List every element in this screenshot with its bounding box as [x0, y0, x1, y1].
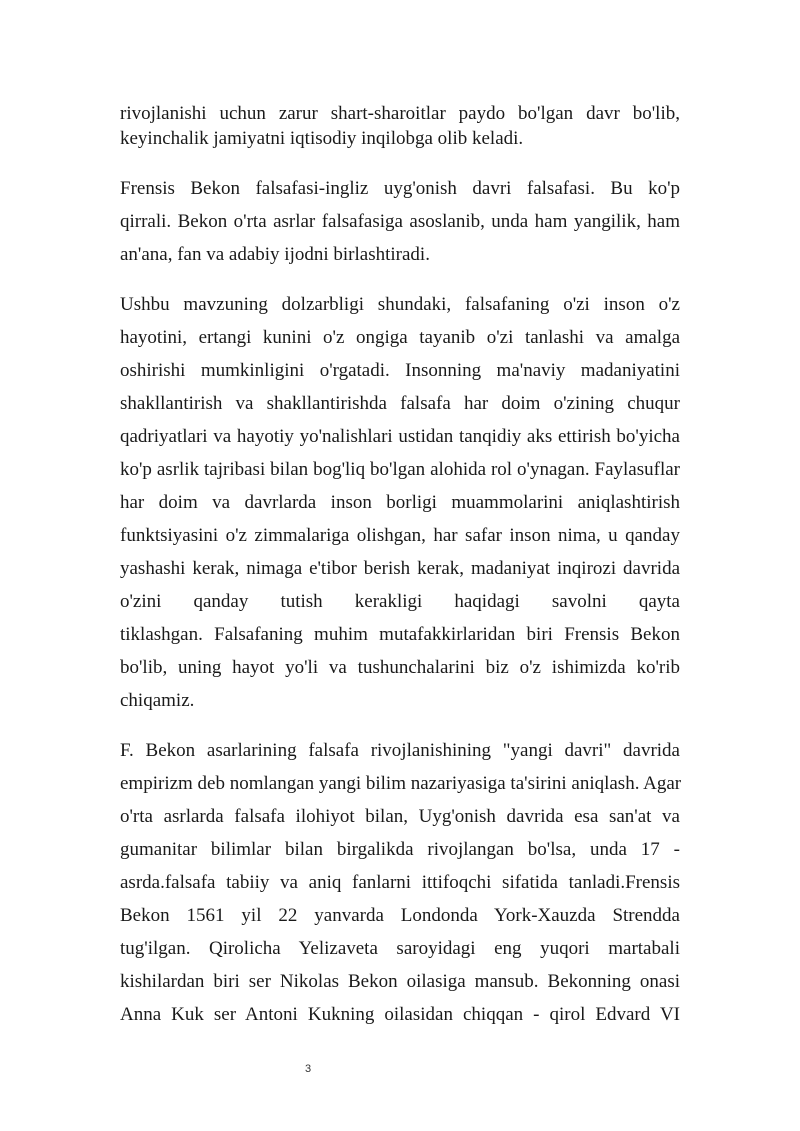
paragraph-3-line-1: Ushbu mavzuning dolzarbligi shundaki, falsafaning o'zi inson o'z — [120, 294, 680, 315]
paragraph-3-line-4: shakllantirish va shakllantirishda falsafa har doim o'zining chuqur — [120, 393, 680, 414]
paragraph-4-line-9: Anna Kuk ser Antoni Kukning oilasidan chiqqan - qirol Edvard VI — [120, 1004, 680, 1025]
paragraph-4-line-1: F. Bekon asarlarining falsafa rivojlanishining "yangi davri" davrida — [120, 740, 680, 761]
paragraph-3-line-6: ko'p asrlik tajribasi bilan bog'liq bo'lgan alohida rol o'ynagan. Faylasuflar — [120, 459, 680, 480]
paragraph-4-line-3: o'rta asrlarda falsafa ilohiyot bilan, Uyg'onish davrida esa san'at va — [120, 806, 680, 827]
paragraph-4-line-8: kishilardan biri ser Nikolas Bekon oilasiga mansub. Bekonning onasi — [120, 971, 680, 992]
paragraph-3-line-11: tiklashgan. Falsafaning muhim mutafakkirlaridan biri Frensis Bekon — [120, 624, 680, 645]
paragraph-3-line-2: hayotini, ertangi kunini o'z ongiga tayanib o'zi tanlashi va amalga — [120, 327, 680, 348]
page-number: 3 — [304, 1063, 312, 1075]
paragraph-2-line-1: Frensis Bekon falsafasi-ingliz uyg'onish davri falsafasi. Bu ko'p — [120, 178, 680, 199]
paragraph-3-line-8: funktsiyasini o'z zimmalariga olishgan, har safar inson nima, u qanday — [120, 525, 680, 546]
paragraph-3-line-3: oshirishi mumkinligini o'rgatadi. Insonning ma'naviy madaniyatini — [120, 360, 680, 381]
paragraph-4-line-5: asrda.falsafa tabiiy va aniq fanlarni ittifoqchi sifatida tanladi.Frensis — [120, 872, 680, 893]
paragraph-4-line-6: Bekon 1561 yil 22 yanvarda Londonda York-Xauzda Strendda — [120, 905, 680, 926]
paragraph-3-line-7: har doim va davrlarda inson borligi muammolarini aniqlashtirish — [120, 492, 680, 513]
paragraph-4-line-7: tug'ilgan. Qirolicha Yelizaveta saroyidagi eng yuqori martabali — [120, 938, 680, 959]
paragraph-3-line-9: yashashi kerak, nimaga e'tibor berish kerak, madaniyat inqirozi davrida — [120, 558, 680, 579]
paragraph-1-line-2: keyinchalik jamiyatni iqtisodiy inqilobga olib keladi. — [120, 128, 524, 149]
paragraph-2-line-3: an'ana, fan va adabiy ijodni birlashtiradi. — [120, 244, 430, 265]
paragraph-3-line-10: o'zini qanday tutish kerakligi haqidagi savolni qayta — [120, 591, 680, 612]
paragraph-4-line-2: empirizm deb nomlangan yangi bilim nazariyasiga ta'sirini aniqlash. Agar — [120, 773, 682, 794]
paragraph-3-line-13: chiqamiz. — [120, 690, 195, 711]
paragraph-3-line-12: bo'lib, uning hayot yo'li va tushunchalarini biz o'z ishimizda ko'rib — [120, 657, 680, 678]
paragraph-3-line-5: qadriyatlari va hayotiy yo'nalishlari ustidan tanqidiy aks ettirish bo'yicha — [120, 426, 680, 447]
paragraph-4-line-4: gumanitar bilimlar bilan birgalikda rivojlangan bo'lsa, unda 17 - — [120, 839, 680, 860]
paragraph-1-line-1: rivojlanishi uchun zarur shart-sharoitlar paydo bo'lgan davr bo'lib, — [120, 103, 680, 124]
paragraph-2-line-2: qirrali. Bekon o'rta asrlar falsafasiga asoslanib, unda ham yangilik, ham — [120, 211, 680, 232]
